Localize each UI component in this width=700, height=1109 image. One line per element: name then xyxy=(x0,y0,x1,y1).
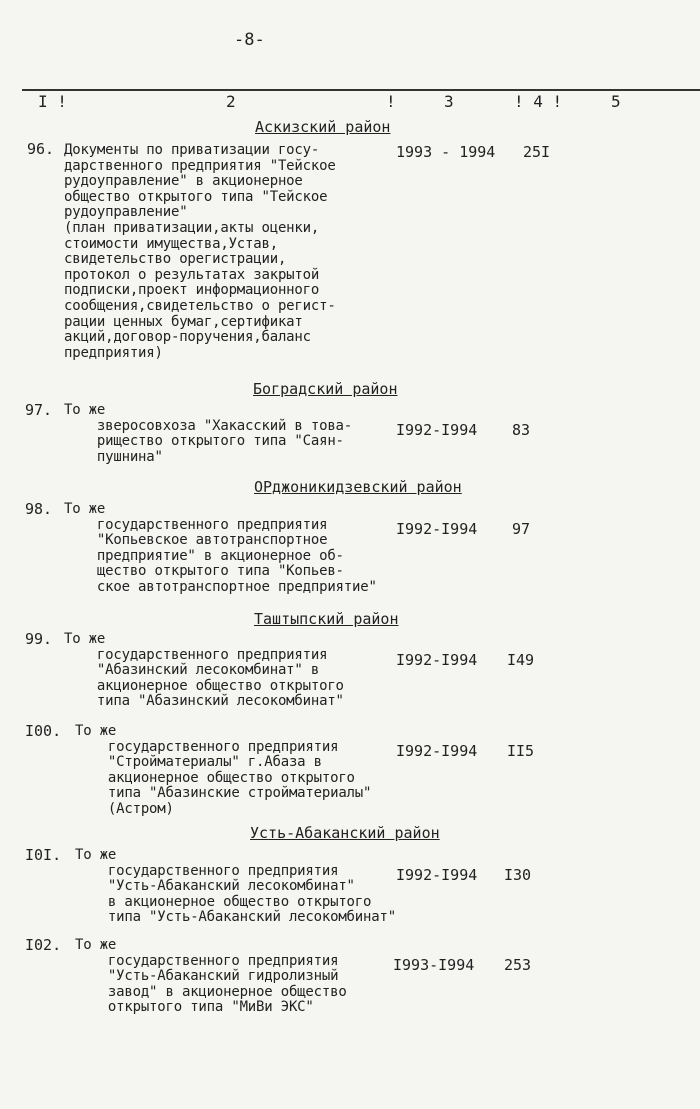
entry-102-description: То же государственного предприятия "Усть-Абаканский гидролизный завод" в акционерное общество открытого типа "МиВи ЭКС" xyxy=(75,937,347,1016)
entry-101-description: То же государственного предприятия "Усть-Абаканский лесокомбинат" в акционерное общество открытого типа "Усть-Абаканский лесокомбинат" xyxy=(75,847,396,926)
entry-102-number: I02. xyxy=(25,936,62,954)
column-header-4: ! 4 ! xyxy=(514,92,563,111)
column-header-5: 5 xyxy=(611,92,621,111)
column-header-2: 2 xyxy=(226,92,236,111)
column-header-separator: ! xyxy=(386,92,396,111)
entry-96-description: Документы по приватизации госу- дарственного предприятия "Тейское рудоуправление" в акционерное общество открытого типа "Тейское рудоуправление" (план приватизации,акты оценки, стоимости имущества,Устав, свидетельство орегистрации, протокол о результатах закрытой подписки,проект информационного сообщения,свидетельство о регист- рации ценных бумаг,сертификат акций,договор-поручения,баланс предприятия) xyxy=(64,142,336,361)
section-ordzhonikidze: ОРджоникидзевский район xyxy=(254,478,462,496)
entry-102-count: 253 xyxy=(504,956,532,974)
entry-97-description: То же зверосовхоза "Хакасский в това- риществo открытого типа "Саян- пушнина" xyxy=(64,402,353,465)
entry-96-number: 96. xyxy=(27,140,55,158)
entry-102-dates: I993-I994 xyxy=(393,956,475,974)
entry-98-number: 98. xyxy=(25,500,53,518)
entry-100-count: II5 xyxy=(507,742,535,760)
column-header-3: 3 xyxy=(444,92,454,111)
section-ustabakan: Усть-Абаканский район xyxy=(250,824,440,842)
entry-97-number: 97. xyxy=(25,401,53,419)
entry-100-description: То же государственного предприятия "Стройматериалы" г.Абаза в акционерное общество открытого типа "Абазинские стройматериалы" (Астром) xyxy=(75,723,372,817)
entry-99-number: 99. xyxy=(25,630,53,648)
entry-101-number: I0I. xyxy=(25,846,62,864)
section-askiz: Аскизский район xyxy=(255,118,391,136)
page-number: -8- xyxy=(234,30,265,50)
entry-101-count: I30 xyxy=(504,866,532,884)
entry-97-count: 83 xyxy=(512,421,531,439)
section-tashtyp: Таштыпский район xyxy=(254,610,399,628)
entry-99-dates: I992-I994 xyxy=(396,651,478,669)
entry-97-dates: I992-I994 xyxy=(396,421,478,439)
entry-101-dates: I992-I994 xyxy=(396,866,478,884)
entry-100-number: I00. xyxy=(25,722,62,740)
entry-98-count: 97 xyxy=(512,520,531,538)
header-rule xyxy=(22,89,700,91)
entry-96-dates: 1993 - 1994 xyxy=(396,143,496,161)
column-header-1: I ! xyxy=(38,92,67,111)
entry-99-description: То же государственного предприятия "Абазинский лесокомбинат" в акционерное общество открытого типа "Абазинский лесокомбинат" xyxy=(64,631,344,710)
entry-96-count: 25I xyxy=(523,143,551,161)
section-bograd: Боградский район xyxy=(253,380,398,398)
entry-98-dates: I992-I994 xyxy=(396,520,478,538)
entry-98-description: То же государственного предприятия "Копьевское автотранспортное предприятие" в акционерное об- щество открытого типа "Копьев- ское автотранспортное предприятие" xyxy=(64,501,377,595)
entry-99-count: I49 xyxy=(507,651,535,669)
entry-100-dates: I992-I994 xyxy=(396,742,478,760)
